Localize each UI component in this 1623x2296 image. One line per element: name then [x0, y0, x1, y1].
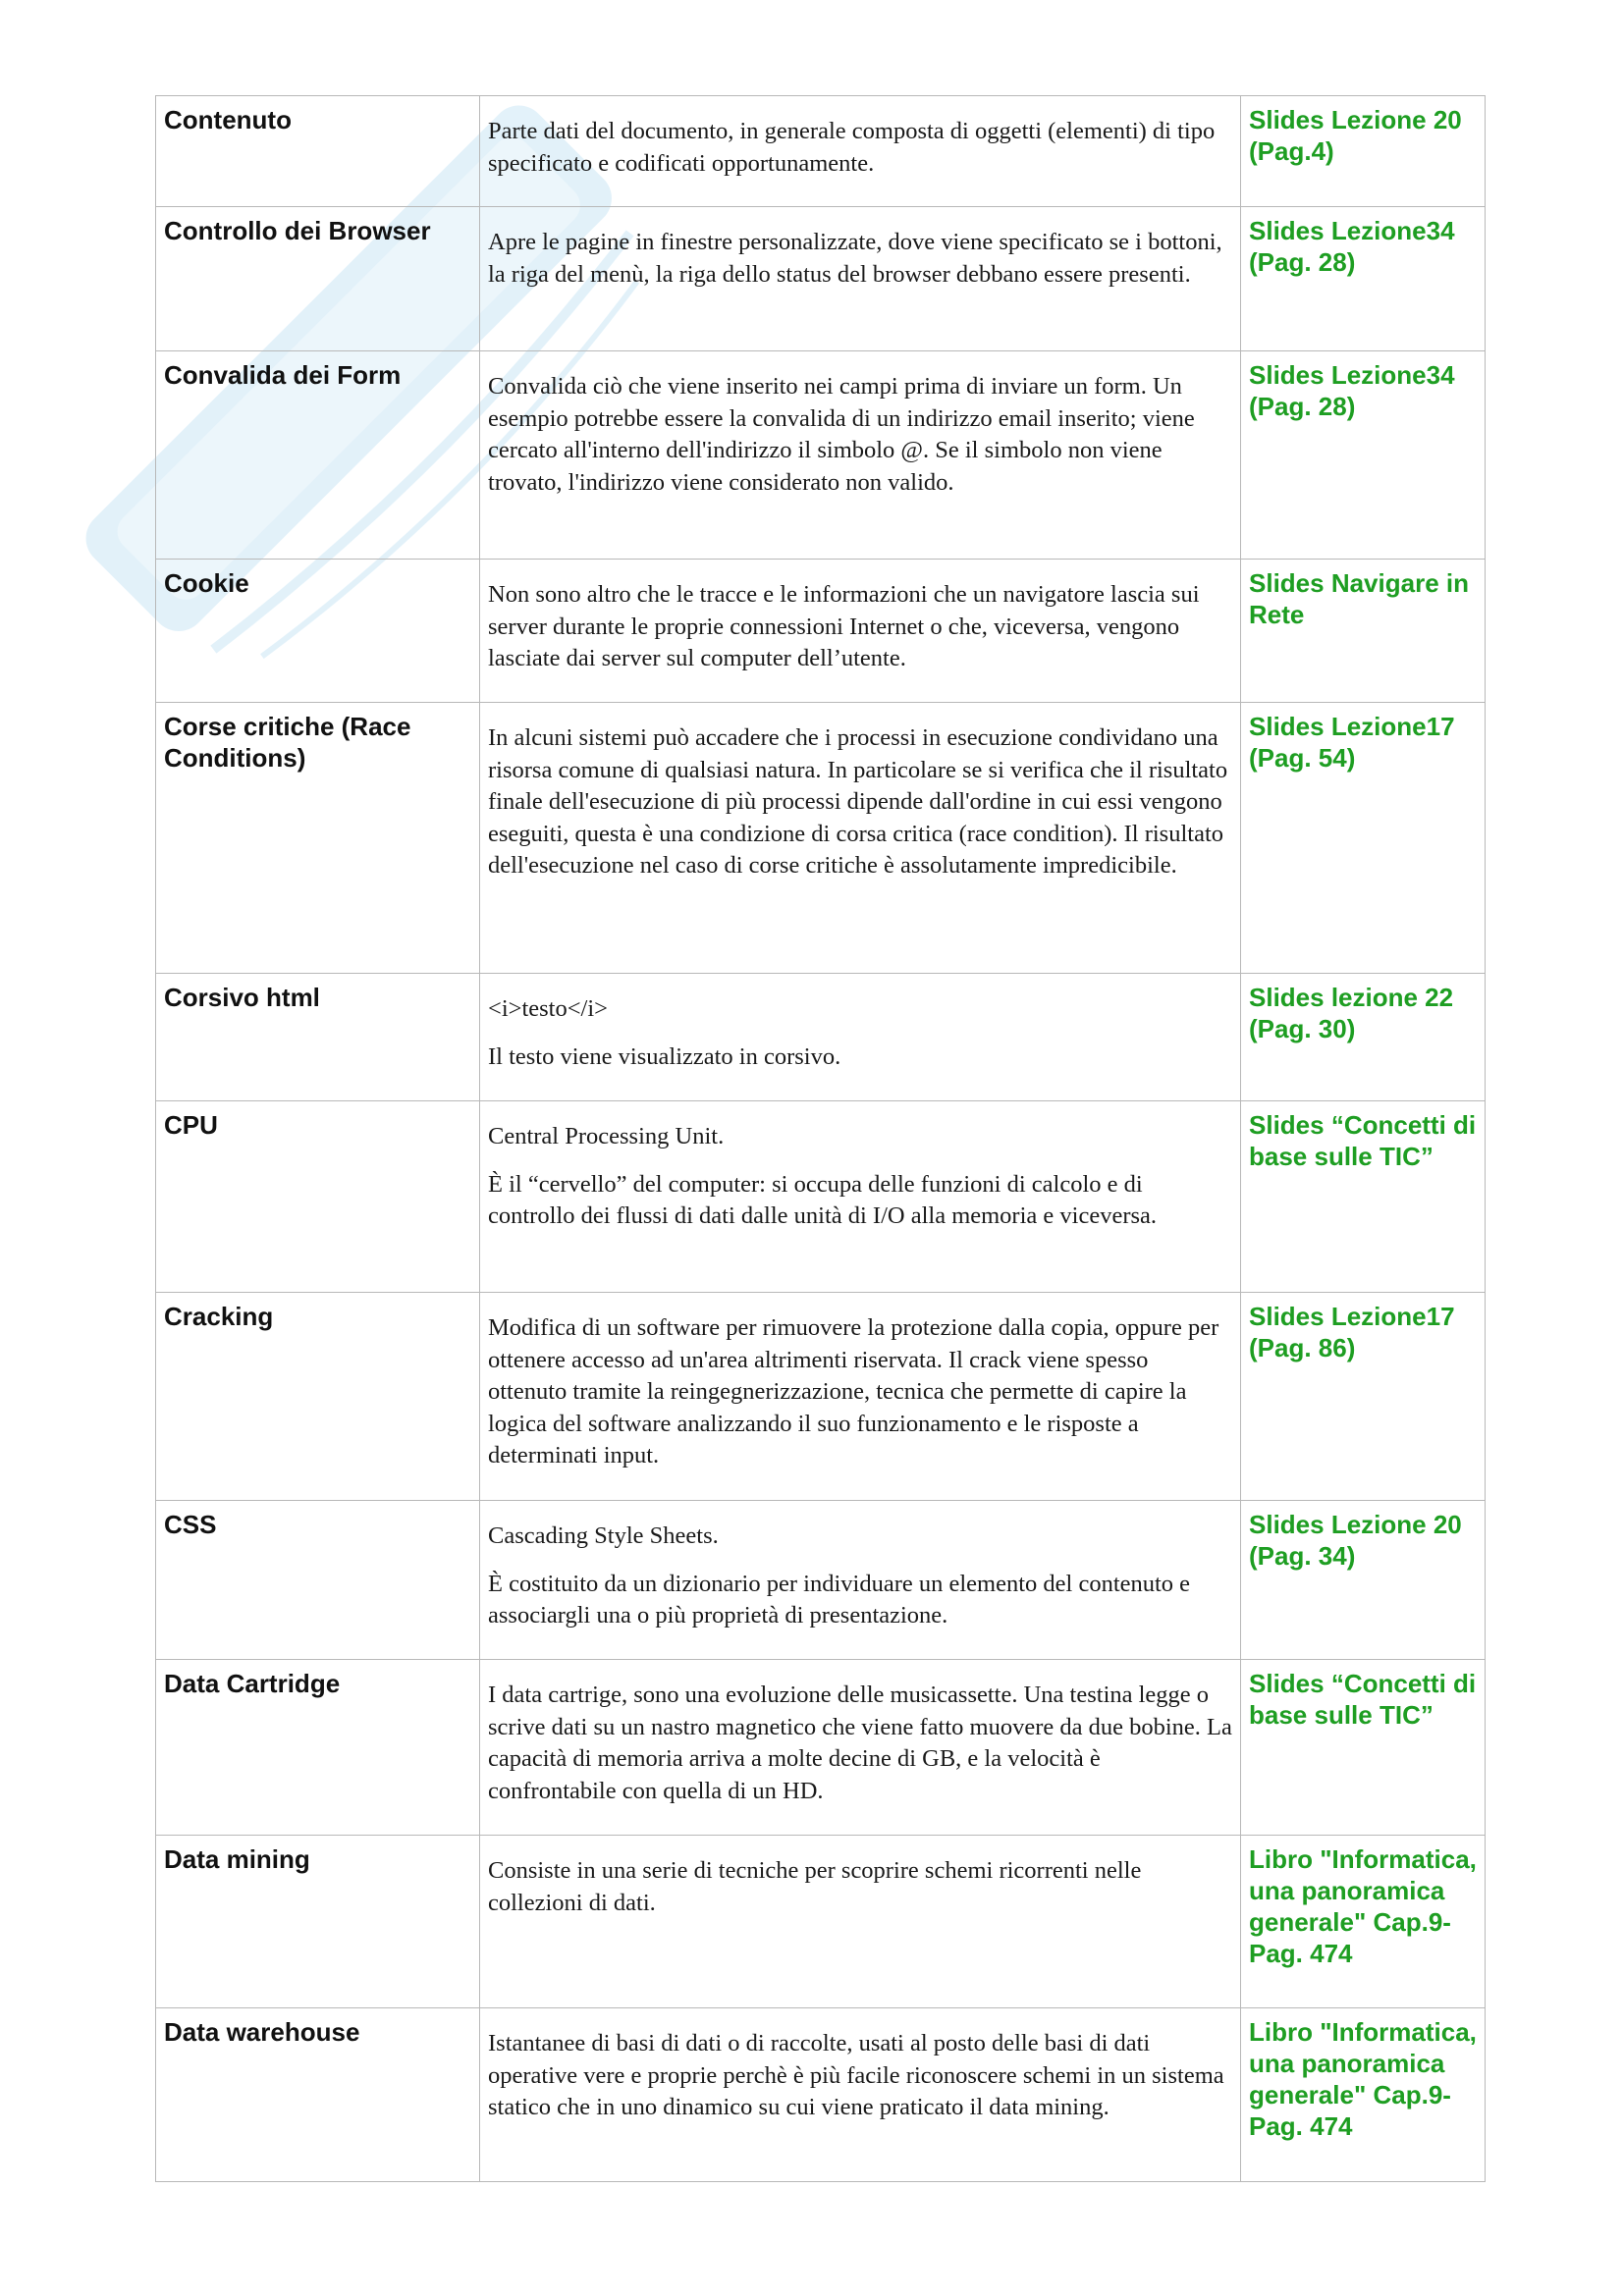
definition-text: <i>testo</i>	[488, 995, 608, 1022]
glossary-table	[155, 95, 1486, 2182]
definition-text: Modifica di un software per rimuovere la protezione dalla copia, oppure per ottenere accesso ad un'area altrimenti riservata. Il crack viene spesso ottenuto tramite la reingegnerizzazione, tecnica che permette di capire la logica del software analizzando il suo funzionamento e le risposte a determinati input.	[488, 1314, 1219, 1468]
table-row	[156, 1501, 1486, 1660]
table-row	[156, 351, 1486, 560]
definition-cell	[480, 1501, 1241, 1660]
term-cell: CPU	[156, 1101, 480, 1293]
source-cell: Slides lezione 22 (Pag. 30)	[1241, 974, 1486, 1101]
definition-text: Il testo viene visualizzato in corsivo.	[488, 1042, 841, 1070]
definition-cell	[480, 560, 1241, 703]
term-cell: Corse critiche (Race Conditions)	[156, 703, 480, 974]
term-cell: Cracking	[156, 1293, 480, 1501]
definition-cell	[480, 1660, 1241, 1836]
source-cell: Slides Lezione34 (Pag. 28)	[1241, 207, 1486, 351]
term-cell: Data mining	[156, 1836, 480, 2008]
definition-text: È il “cervello” del computer: si occupa delle funzioni di calcolo e di controllo dei flussi di dati dalle unità di I/O alla memoria e viceversa.	[488, 1170, 1158, 1229]
definition-text: Non sono altro che le tracce e le informazioni che un navigatore lascia sui server durante le proprie connessioni Internet o che, viceversa, vengono lasciate dai server sul computer dell’utente.	[488, 581, 1200, 671]
source-cell: Slides Lezione17 (Pag. 86)	[1241, 1293, 1486, 1501]
table-row	[156, 974, 1486, 1101]
table-row	[156, 1293, 1486, 1501]
definition-cell	[480, 96, 1241, 207]
definition-cell	[480, 1293, 1241, 1501]
definition-text: Consiste in una serie di tecniche per scoprire schemi ricorrenti nelle collezioni di dati.	[488, 1857, 1142, 1916]
definition-text: Parte dati del documento, in generale composta di oggetti (elementi) di tipo specificato e codificati opportunamente.	[488, 118, 1216, 177]
term-cell: Controllo dei Browser	[156, 207, 480, 351]
definition-cell	[480, 2008, 1241, 2182]
source-cell: Slides Lezione17 (Pag. 54)	[1241, 703, 1486, 974]
table-row	[156, 96, 1486, 207]
definition-cell	[480, 974, 1241, 1101]
table-row	[156, 1836, 1486, 2008]
table-row	[156, 2008, 1486, 2182]
definition-cell	[480, 207, 1241, 351]
definition-cell	[480, 351, 1241, 560]
term-cell: Cookie	[156, 560, 480, 703]
source-cell: Slides Lezione34 (Pag. 28)	[1241, 351, 1486, 560]
term-cell: CSS	[156, 1501, 480, 1660]
source-cell: Slides Lezione 20 (Pag. 34)	[1241, 1501, 1486, 1660]
definition-text: Central Processing Unit.	[488, 1123, 725, 1149]
source-cell: Slides Navigare in Rete	[1241, 560, 1486, 703]
definition-cell	[480, 1836, 1241, 2008]
definition-text: Convalida ciò che viene inserito nei campi prima di inviare un form. Un esempio potrebbe essere la convalida di un indirizzo email inserito; viene cercato all'interno dell'indirizzo il simbolo @. Se il simbolo non viene trovato, l'indirizzo viene considerato non valido.	[488, 373, 1195, 496]
table-row	[156, 703, 1486, 974]
table-row	[156, 1660, 1486, 1836]
table-row	[156, 1101, 1486, 1293]
source-cell: Libro "Informatica, una panoramica generale" Cap.9-Pag. 474	[1241, 2008, 1486, 2182]
term-cell: Contenuto	[156, 96, 480, 207]
definition-cell	[480, 1101, 1241, 1293]
term-cell: Convalida dei Form	[156, 351, 480, 560]
table-row	[156, 207, 1486, 351]
definition-text: I data cartrige, sono una evoluzione delle musicassette. Una testina legge o scrive dati su un nastro magnetico che viene fatto muovere da due bobine. La capacità di memoria arriva a molte decine di GB, e la velocità è confrontabile con quella di un HD.	[488, 1682, 1232, 1804]
source-cell: Libro "Informatica, una panoramica generale" Cap.9-Pag. 474	[1241, 1836, 1486, 2008]
definition-text: Istantanee di basi di dati o di raccolte, usati al posto delle basi di dati operative vere e proprie perchè è più facile riconoscere schemi in un sistema statico che in uno dinamico su cui viene praticato il data mining.	[488, 2030, 1224, 2120]
source-cell: Slides “Concetti di base sulle TIC”	[1241, 1101, 1486, 1293]
definition-text: In alcuni sistemi può accadere che i processi in esecuzione condividano una risorsa comune di qualsiasi natura. In particolare se si verifica che il risultato finale dell'esecuzione di più processi dipende dall'ordine in cui essi vengono eseguiti, questa è una condizione di corsa critica (race condition). Il risultato dell'esecuzione nel caso di corse critiche è assolutamente impredicibile.	[488, 724, 1228, 879]
term-cell: Data warehouse	[156, 2008, 480, 2182]
table-row	[156, 560, 1486, 703]
source-cell: Slides “Concetti di base sulle TIC”	[1241, 1660, 1486, 1836]
definition-text: Cascading Style Sheets.	[488, 1522, 719, 1549]
definition-text: È costituito da un dizionario per individuare un elemento del contenuto e associargli una o più proprietà di presentazione.	[488, 1570, 1191, 1629]
term-cell: Data Cartridge	[156, 1660, 480, 1836]
definition-cell	[480, 703, 1241, 974]
definition-text: Apre le pagine in finestre personalizzate, dove viene specificato se i bottoni, la riga del menù, la riga dello status del browser debbano essere presenti.	[488, 229, 1222, 288]
source-cell: Slides Lezione 20 (Pag.4)	[1241, 96, 1486, 207]
term-cell: Corsivo html	[156, 974, 480, 1101]
